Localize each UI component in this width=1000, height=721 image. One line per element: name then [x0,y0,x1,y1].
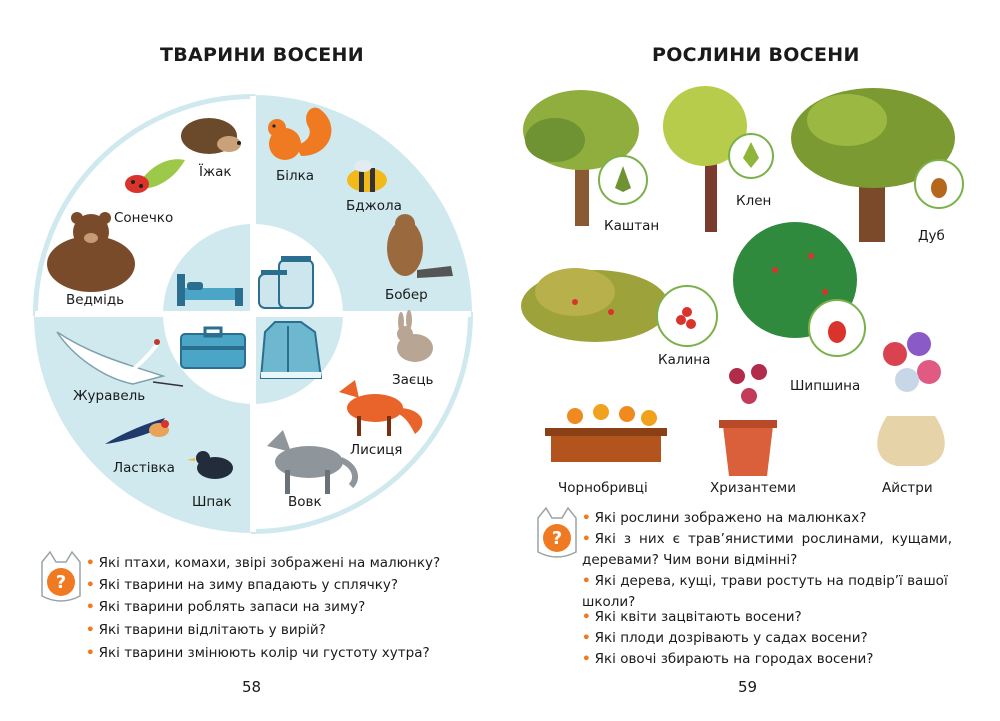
right-question-4: • Які квіти зацвітають восени? [582,609,802,625]
label-chestnut: Каштан [604,218,660,234]
label-starling: Шпак [192,494,232,510]
left-question-3: • Які тварини роблять запаси на зиму? [86,599,366,615]
suitcase-icon [181,328,245,368]
bullet-icon: • [86,645,95,661]
right-page-title: РОСЛИНИ ВОСЕНИ [652,44,860,66]
label-swallow: Ластівка [113,460,175,476]
bullet-icon: • [86,599,95,615]
label-crane: Журавель [73,388,146,404]
coat-icon [261,322,321,378]
label-hedgehog: Їжак [199,164,232,180]
label-squirrel: Білка [276,168,315,184]
bullet-icon: • [582,531,591,547]
right-page [500,0,1000,721]
left-question-2: • Які тварини на зиму впадають у сплячку? [86,577,399,593]
label-beaver: Бобер [385,287,428,303]
label-wolf: Вовк [288,494,322,510]
left-question-5: • Які тварини змінюють колір чи густоту хутра? [86,645,430,661]
marigolds-planter-icon [545,404,667,462]
seasons-circle-diagram [35,96,475,536]
label-hare: Заєць [392,372,434,388]
right-question-3: • Які дерева, кущі, трави ростуть на подвір’ї вашої школи? [582,573,948,610]
rosehip-bush-icon [733,222,865,356]
right-question-5: • Які плоди дозрівають у садах восени? [582,630,868,646]
label-asters: Айстри [882,480,933,496]
bullet-icon: • [582,573,591,589]
right-question-6: • Які овочі збирають на городах восени? [582,651,874,667]
bullet-icon: • [86,622,95,638]
left-question-4: • Які тварини відлітають у вирій? [86,622,326,638]
label-ladybug: Сонечко [114,210,174,226]
svg-text:?: ? [551,528,563,549]
bullet-icon: • [582,609,591,625]
label-bear: Ведмідь [66,292,125,308]
label-viburnum: Калина [658,352,711,368]
chrysanthemums-pot-icon [719,364,777,476]
bullet-icon: • [582,510,591,526]
bullet-icon: • [582,630,591,646]
chestnut-tree-icon [523,90,647,226]
question-cat-icon [38,552,84,604]
oak-tree-icon [791,88,963,242]
bullet-icon: • [86,555,95,571]
page-number-left: 58 [242,678,262,696]
page-number-right: 59 [738,678,758,696]
left-page-title: ТВАРИНИ ВОСЕНИ [160,44,364,66]
label-fox: Лисиця [350,442,403,458]
bullet-icon: • [86,577,95,593]
right-question-1: • Які рослини зображено на малюнках? [582,510,867,526]
label-marigolds: Чорнобривці [558,480,648,496]
maple-tree-icon [663,86,773,232]
right-question-2: • Які з них є трав’янистими рослинами, кущами, деревами? Чим вони відмінні? [582,531,952,568]
asters-vase-icon [877,332,944,466]
svg-text:?: ? [55,572,67,593]
question-cat-icon [534,508,580,560]
label-rosehip: Шипшина [790,378,861,394]
label-maple: Клен [736,193,772,209]
plants-illustration [515,80,995,480]
viburnum-bush-icon [521,268,717,346]
label-oak: Дуб [918,228,945,244]
label-bee: Бджола [346,198,402,214]
bullet-icon: • [582,651,591,667]
label-chrysanthemums: Хризантеми [710,480,796,496]
left-question-1: • Які птахи, комахи, звірі зображені на малюнку? [86,555,441,571]
